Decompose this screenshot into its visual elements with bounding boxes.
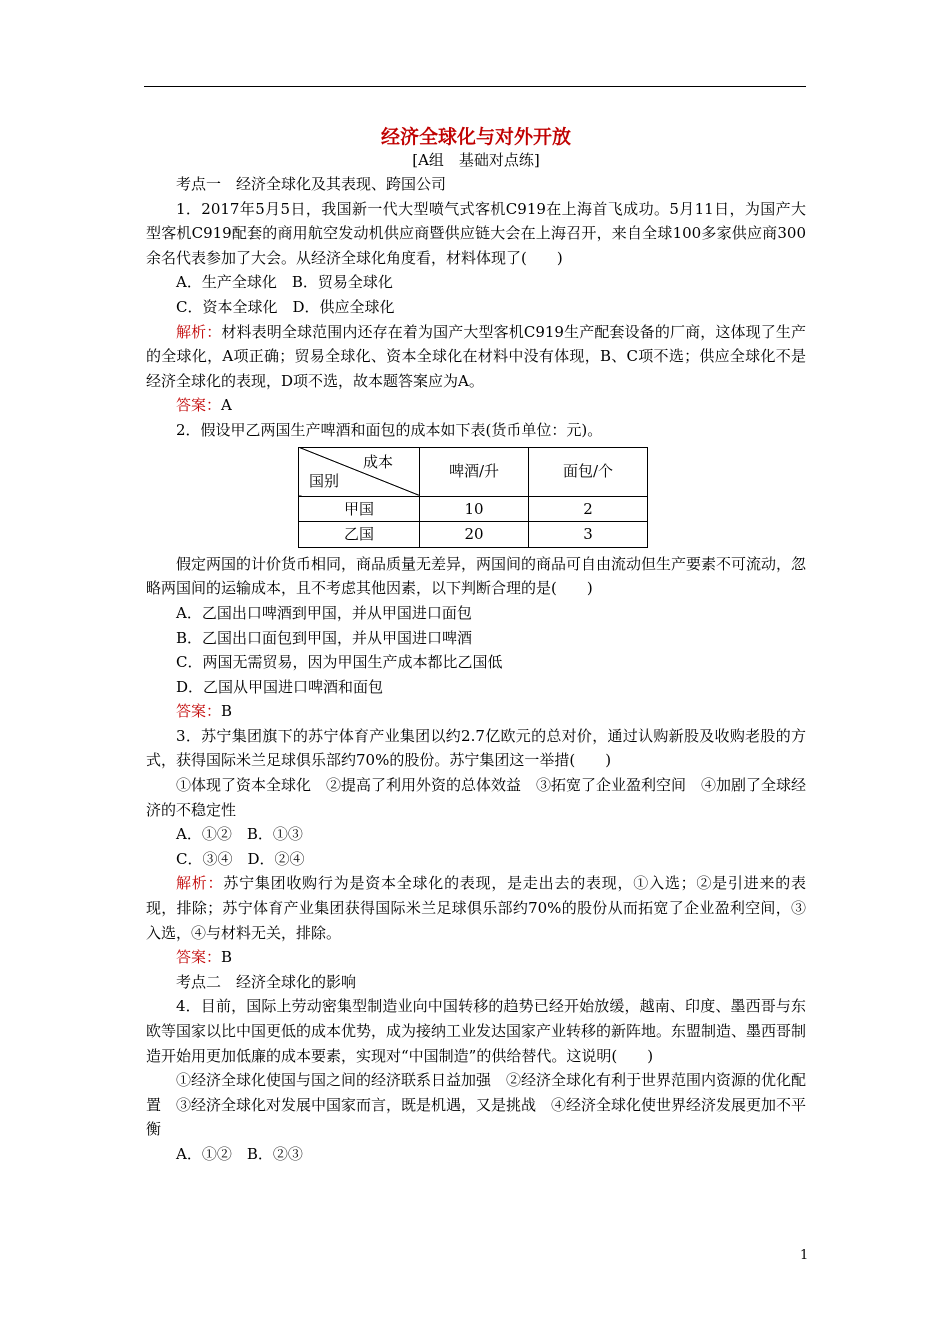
table-row [299,522,648,548]
question-2-stem-continued: 假定两国的计价货币相同，商品质量无差异，两国间的商品可自由流动但生产要素不可流动，忽略两国间的运输成本，且不考虑其他因素，以下判断合理的是( ) [146,554,807,598]
table-cell: 10 [420,496,529,522]
table-cell: 20 [420,522,529,548]
question-2-stem: 2．假设甲乙两国生产啤酒和面包的成本如下表(货币单位：元)。 [176,420,603,439]
table-cell: 3 [529,522,648,548]
table-header-cell: 啤酒/升 [420,447,529,496]
section-heading: 考点二 经济全球化的影响 [176,972,357,991]
question-1-option-row: C．资本全球化 D．供应全球化 [176,297,395,316]
question-3-items: ①体现了资本全球化 ②提高了利用外资的总体效益 ③拓宽了企业盈利空间 ④加剧了全球经济的不稳定性 [146,776,807,819]
table-cell: 乙国 [299,522,420,548]
table-header-row [299,447,648,496]
answer-value: B [221,702,233,721]
group-label: [A组 基础对点练] [412,151,540,169]
question-2-option: D．乙国从甲国进口啤酒和面包 [176,677,384,696]
question-1-option-row: A．生产全球化 B．贸易全球化 [176,273,393,292]
question-4-items: ①经济全球化使国与国之间的经济联系日益加强 ②经济全球化有利于世界范围内资源的优化配置 ③经济全球化对发展中国家而言，既是机遇，又是挑战 ④经济全球化使世界经济发展更加不平衡 [146,1071,807,1139]
corner-bottom-label: 国别 [309,471,340,490]
question-1-stem: 1．2017年5月5日，我国新一代大型喷气式客机C919在上海首飞成功。5月11日，为国产大型客机C919配套的商用航空发动机供应商暨供应链大会在上海召开，来自全球100多家供应商300余名代表参加了大会。从经济全球化角度看，材料体现了( ) [146,199,806,267]
question-3-stem: 3．苏宁集团旗下的苏宁体育产业集团以约2.7亿欧元的总对价，通过认购新股及收购老股的方式，获得国际米兰足球俱乐部约70%的股份。苏宁集团这一举措( ) [146,726,806,770]
question-2-option: C．两国无需贸易，因为甲国生产成本都比乙国低 [176,653,503,672]
table-header-cell: 面包/个 [529,447,648,496]
question-2-option: A．乙国出口啤酒到甲国，并从甲国进口面包 [176,603,472,622]
answer-value: B [221,948,233,967]
question-3-answer [146,945,806,970]
header-rule [144,86,806,87]
question-4-option-row: A．①② B．②③ [176,1144,303,1163]
document-body [146,120,806,1167]
table-row [299,496,648,522]
answer-label: 答案： [176,948,222,967]
answer-label: 答案： [176,396,222,415]
question-1-answer [146,393,806,418]
table-cell: 2 [529,496,648,522]
table-cell: 甲国 [299,496,420,522]
question-2-option: B．乙国出口面包到甲国，并从甲国进口啤酒 [176,628,473,647]
table-corner-cell [299,447,420,496]
question-2-answer [146,699,806,724]
analysis-text: 苏宁集团收购行为是资本全球化的表现，是走出去的表现，①入选；②是引进来的表现，排除；苏宁体育产业集团获得国际米兰足球俱乐部约70%的股份从而拓宽了企业盈利空间，③入选，④与材料无关，排除。 [146,874,806,942]
question-1-analysis [146,320,806,394]
page-title: 经济全球化与对外开放 [380,126,571,148]
analysis-label: 解析： [176,874,224,893]
cost-table [298,447,648,548]
analysis-label: 解析： [176,322,222,341]
page-number: 1 [800,1248,809,1263]
corner-top-label: 成本 [362,452,393,471]
question-3-option-row: A．①② B．①③ [176,825,303,844]
section-heading: 考点一 经济全球化及其表现、跨国公司 [176,175,447,193]
question-4-stem: 4．目前，国际上劳动密集型制造业向中国转移的趋势已经开始放缓，越南、印度、墨西哥与东欧等国家以比中国更低的成本优势，成为接纳工业发达国家产业转移的新阵地。东盟制造、墨西哥制造开始用更加低廉的成本要素，实现对“中国制造”的供给替代。这说明( ) [146,997,807,1065]
question-3-analysis [146,871,806,945]
answer-value: A [221,396,232,415]
answer-label: 答案： [176,702,222,721]
analysis-text: 材料表明全球范围内还存在着为国产大型客机C919生产配套设备的厂商，这体现了生产的全球化，A项正确；贸易全球化、资本全球化在材料中没有体现，B、C项不选；供应全球化不是经济全球化的表现，D项不选，故本题答案应为A。 [146,322,806,390]
question-3-option-row: C．③④ D．②④ [176,849,305,868]
